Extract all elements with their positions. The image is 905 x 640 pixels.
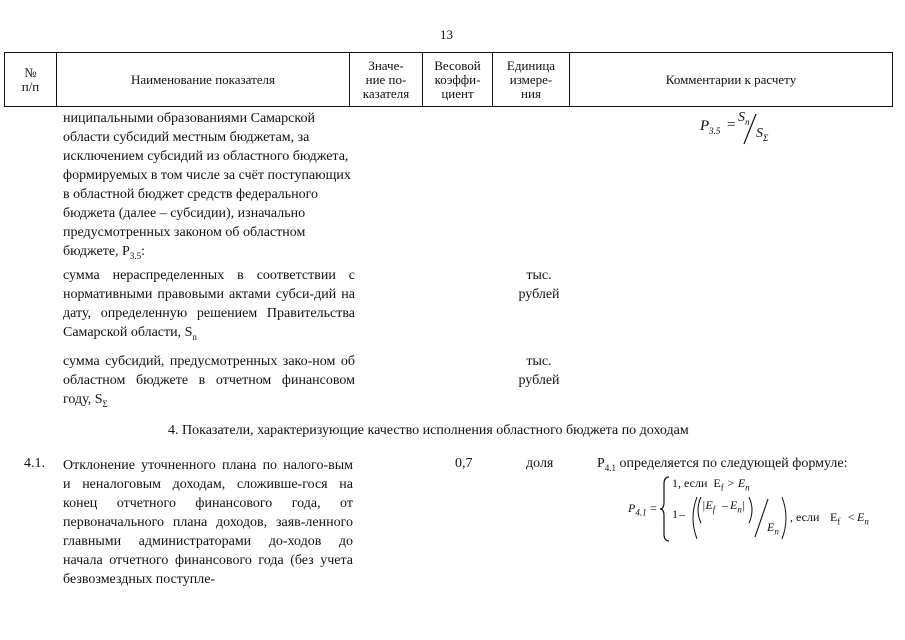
header-name: Наименование показателя bbox=[57, 53, 350, 107]
row-4-1-weight: 0,7 bbox=[455, 456, 473, 471]
formula-case-1: 1, если $E_f > E_n$ bbox=[672, 476, 750, 493]
formula-p4-1: $P_{4.1}$ = 1, если $E_f > E_n$ 1 – $|E_f$ – $E_n|$ $E_n$ , если $E_f$ < $E_n$ bbox=[628, 474, 858, 544]
row-4-1-unit: доля bbox=[526, 456, 554, 471]
sub-item-unallocated-unit: тыс. рублей bbox=[518, 268, 560, 302]
header-value: Значе- ние по- казателя bbox=[350, 53, 423, 107]
page-number: 13 bbox=[440, 27, 453, 42]
header-unit: Единица измере- ния bbox=[493, 53, 570, 107]
formula-case-2: 1 – $|E_f$ – $E_n|$ $E_n$ , если $E_f$ < $E_n$ bbox=[672, 496, 862, 542]
section-4-title: 4. Показатели, характеризующие качество исполнения областного бюджета по доходам bbox=[168, 423, 689, 438]
row-4-1-comment: $Р_{4.1}$ определяется по следующей формуле: bbox=[597, 456, 848, 473]
header-weight: Весовой коэффи- циент bbox=[423, 53, 493, 107]
row-4-1-name: Отклонение уточненного плана по налого-вым и неналоговым доходам, сложивше-гося на конец отчетного финансового года, от первоначального плана доходов, заяв-ленного главными администраторами до-ходов до начала отчетного финансового года (без учета безвозмездных поступле- bbox=[63, 458, 353, 587]
table-header bbox=[4, 52, 893, 107]
sub-item-total-subsidies: сумма субсидий, предусмотренных зако-ном об областном бюджете в отчетном финансовом году, $S_\Sigma$ bbox=[63, 354, 355, 409]
sub-item-total-subsidies-unit: тыс. рублей bbox=[518, 354, 560, 388]
row-4-1-number: 4.1. bbox=[24, 456, 45, 471]
sub-item-unallocated: сумма нераспределенных в соответствии с нормативными правовыми актами субси-дий на дату, определенную решением Правительства Самарской области, $S_n$ bbox=[63, 268, 355, 342]
header-number: № п/п bbox=[5, 53, 57, 107]
formula-p3-5: $P_{3.5}$ = $S_n$ $S_\Sigma$ bbox=[700, 110, 769, 143]
indicator-3-5-text: ниципальными образованиями Самарской области субсидий местным бюджетам, за исключением субсидий из областного бюджета, формируемых в том числе за счёт поступающих в областной бюджет средств федерального бюджета (далее – субсидии), изначально предусмотренных законом об областном бюджете, $Р_{3.5}$: bbox=[63, 111, 351, 261]
header-comment: Комментарии к расчету bbox=[570, 53, 893, 107]
